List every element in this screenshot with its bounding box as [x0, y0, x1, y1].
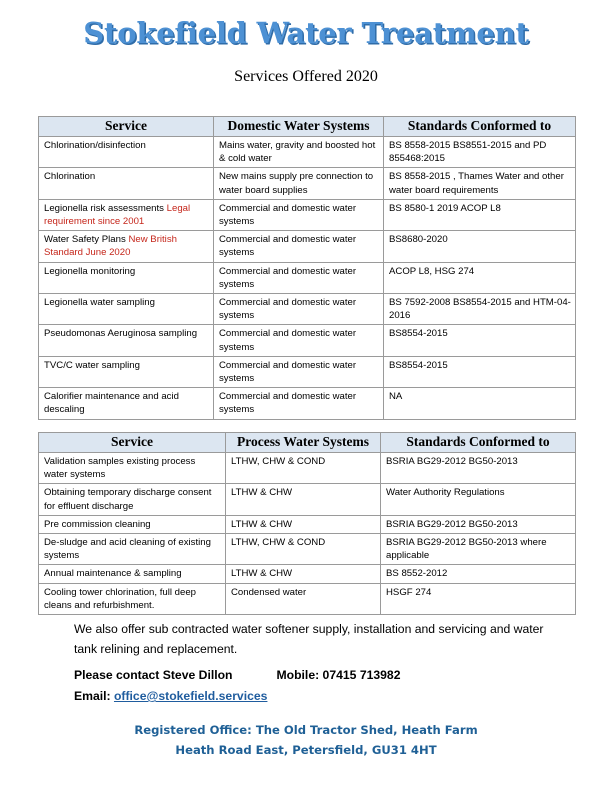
cell-service: Annual maintenance & sampling: [39, 565, 226, 583]
table-row: [39, 231, 576, 262]
table-body: [39, 137, 576, 420]
table-row: [39, 199, 576, 230]
cell-service: [39, 168, 214, 199]
cell-systems: LTHW & CHW: [226, 484, 381, 515]
registered-office-line-2: Heath Road East, Petersfield, GU31 4HT: [175, 743, 437, 757]
cell-standards: BS 8580-1 2019 ACOP L8: [384, 199, 576, 230]
table-row: [39, 356, 576, 387]
cell-service: De-sludge and acid cleaning of existing systems: [39, 534, 226, 565]
cell-service: [39, 262, 214, 293]
cell-standards: BS 8552-2012: [381, 565, 576, 583]
cell-service: Obtaining temporary discharge consent for effluent discharge: [39, 484, 226, 515]
registered-office-block: [0, 720, 612, 760]
column-header-service: Service: [39, 433, 226, 453]
service-note-red: New British Standard June 2020: [44, 234, 177, 259]
table-row: [39, 262, 576, 293]
cell-standards: BS8680-2020: [384, 231, 576, 262]
table-row: [39, 484, 576, 515]
service-text: Pseudomonas Aeruginosa sampling: [44, 328, 198, 340]
cell-standards: BS 8558-2015 , Thames Water and other water board requirements: [384, 168, 576, 199]
cell-service: [39, 231, 214, 262]
email-label: Email:: [74, 689, 111, 703]
cell-systems: Commercial and domestic water systems: [214, 325, 384, 356]
contact-block: [74, 666, 544, 706]
service-text: Water Safety Plans: [44, 234, 129, 246]
cell-service: Pre commission cleaning: [39, 515, 226, 533]
service-text: TVC/C water sampling: [44, 359, 140, 371]
service-text: Legionella monitoring: [44, 265, 136, 277]
cell-service: Validation samples existing process water systems: [39, 453, 226, 484]
cell-service: [39, 294, 214, 325]
cell-systems: Mains water, gravity and boosted hot & cold water: [214, 137, 384, 168]
column-header-standards: Standards Conformed to: [381, 433, 576, 453]
cell-systems: LTHW & CHW: [226, 515, 381, 533]
service-note-red: Legal requirement since 2001: [44, 202, 191, 228]
column-header-systems: Domestic Water Systems: [214, 117, 384, 137]
table-row: [39, 137, 576, 168]
cell-systems: LTHW & CHW: [226, 565, 381, 583]
cell-service: [39, 137, 214, 168]
contact-name-line: [74, 666, 544, 685]
table-row: [39, 565, 576, 583]
table-row: [39, 168, 576, 199]
table-row: [39, 294, 576, 325]
cell-systems: Commercial and domestic water systems: [214, 356, 384, 387]
registered-office-line-1: Registered Office: The Old Tractor Shed, Heath Farm: [134, 723, 478, 737]
cell-standards: NA: [384, 388, 576, 419]
column-header-standards: Standards Conformed to: [384, 117, 576, 137]
cell-standards: BS8554-2015: [384, 325, 576, 356]
table-row: [39, 583, 576, 614]
cell-systems: Commercial and domestic water systems: [214, 262, 384, 293]
service-text: Chlorination: [44, 171, 96, 183]
cell-standards: BSRIA BG29-2012 BG50-2013 where applicable: [381, 534, 576, 565]
contact-mobile: Mobile: 07415 713982: [276, 668, 401, 682]
cell-systems: Condensed water: [226, 583, 381, 614]
table-body: [39, 453, 576, 615]
table-head: [39, 433, 576, 453]
cell-systems: Commercial and domestic water systems: [214, 199, 384, 230]
service-text: Legionella water sampling: [44, 297, 155, 309]
cell-standards: BS 8558-2015 BS8551-2015 and PD 855468:2015: [384, 137, 576, 168]
column-header-service: Service: [39, 117, 214, 137]
table-header-row: [39, 433, 576, 453]
cell-service: [39, 356, 214, 387]
page-title: Stokefield Water Treatment: [83, 16, 529, 50]
cell-systems: New mains supply pre connection to water board supplies: [214, 168, 384, 199]
cell-standards: BS 7592-2008 BS8554-2015 and HTM-04-2016: [384, 294, 576, 325]
additional-services-note: We also offer sub contracted water softener supply, installation and servicing and water tank relining and replacement.: [74, 622, 544, 656]
cell-systems: LTHW, CHW & COND: [226, 534, 381, 565]
cell-standards: BSRIA BG29-2012 BG50-2013: [381, 453, 576, 484]
cell-systems: Commercial and domestic water systems: [214, 388, 384, 419]
cell-standards: HSGF 274: [381, 583, 576, 614]
cell-service: Cooling tower chlorination, full deep cleans and refurbishment.: [39, 583, 226, 614]
cell-systems: Commercial and domestic water systems: [214, 294, 384, 325]
table-row: [39, 515, 576, 533]
contact-email-line: [74, 687, 544, 706]
cell-standards: BSRIA BG29-2012 BG50-2013: [381, 515, 576, 533]
cell-service: [39, 325, 214, 356]
table-head: [39, 117, 576, 137]
email-link[interactable]: office@stokefield.services: [113, 689, 268, 703]
process-water-systems-table: [38, 432, 576, 615]
service-text: Chlorination/disinfection: [44, 140, 146, 151]
table-header-row: [39, 117, 576, 137]
table-row: [39, 388, 576, 419]
table-row: [39, 453, 576, 484]
contact-name: Please contact Steve Dillon: [74, 668, 233, 682]
cell-systems: LTHW, CHW & COND: [226, 453, 381, 484]
column-header-systems: Process Water Systems: [226, 433, 381, 453]
domestic-water-systems-table: [38, 116, 576, 420]
cell-standards: BS8554-2015: [384, 356, 576, 387]
table-row: [39, 534, 576, 565]
cell-systems: Commercial and domestic water systems: [214, 231, 384, 262]
table-row: [39, 325, 576, 356]
service-text: Legionella risk assessments: [44, 202, 167, 214]
cell-standards: ACOP L8, HSG 274: [384, 262, 576, 293]
service-text: Calorifier maintenance and acid descaling: [44, 391, 179, 416]
page-subtitle: Services Offered 2020: [234, 68, 378, 85]
cell-standards: Water Authority Regulations: [381, 484, 576, 515]
cell-service: [39, 388, 214, 419]
cell-service: [39, 199, 214, 230]
